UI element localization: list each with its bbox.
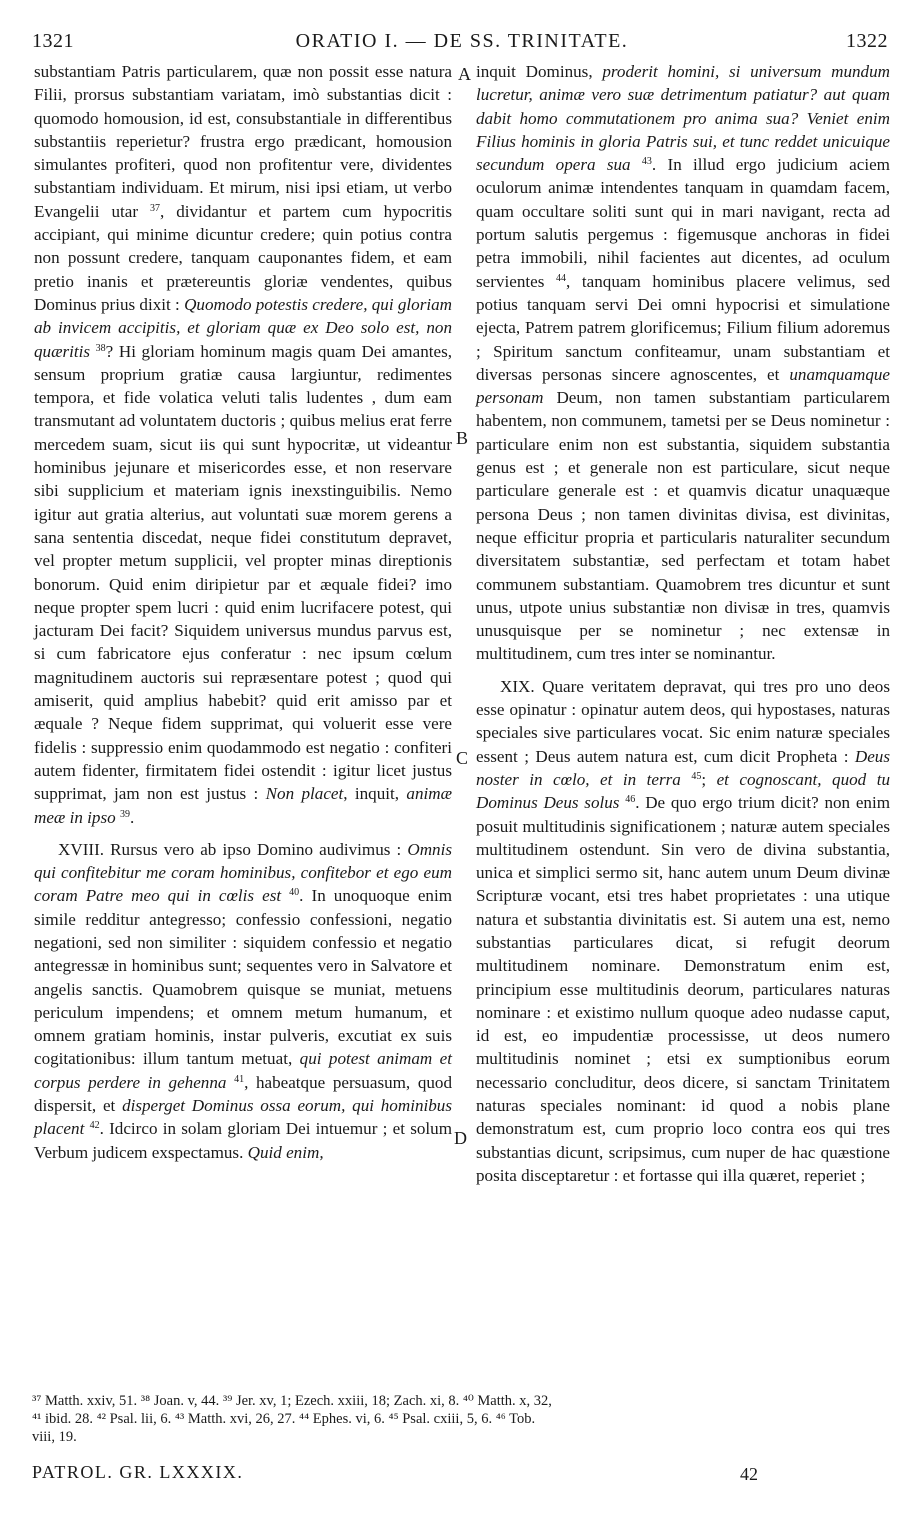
gathering-number: 42 — [740, 1464, 758, 1484]
text-run: . De quo ergo trium dicit? non enim posuit multitudinis significationem ; naturæ autem speciales multitudinem ostendunt. Sin vero de divina substantia, unica et simplici sermo sit, hanc autem unum Deum divinæ Scripturæ vocant, etsi tres habet proprietates : una utique natura et substantia divinitatis est. Si autem una est, nemo substantias particulares dicat, si refugit deorum multitudinem nominare. Demonstratum enim est, principium esse multitudinis deorum, particulares naturas nominare : et existimo nullum quoque adeo nudasse caput, id est, eo impudentiæ processisse, ut deos numero multitudinis nominet ; etsi ex sumptionibus eorum necessario concluditur, deos dicere, si sanctam Trinitatem naturas speciales nominant: id quod a nobis plane demonstratum est, cum proprio loco contra eos qui tres substantias dicunt, scripsimus, cum nuper de hac quæstione posita disceptaretur : et fortasse qui illa quæret, reperiet ; — [476, 793, 890, 1185]
section-number: XIX. — [500, 676, 535, 696]
column-number-left: 1321 — [32, 30, 74, 52]
quotation: animæ meæ in ipso — [34, 784, 452, 827]
footnotes — [32, 1392, 892, 1446]
running-title: ORATIO I. — DE SS. TRINITATE. — [295, 30, 629, 52]
quotation: et cognoscant, quod tu Dominus Deus solus — [476, 769, 891, 813]
text-run: ? Hi gloriam hominum magis quam Dei amantes, sensum proprium gratiæ causa largiuntur, redimentes tempora, et fide volatica veluti talis ludentes , dum eam transmutant ad voluntatem ductoris ; quibus melius erat ferre mercedem suam, sicut iis qui sunt hypocritæ, ut videantur hominibus jejunare et misericordes esse, et non reservare sibi supplicium et materiam ignis inexstinguibilis. Nemo igitur aut gratia alterius, aut voluntati suæ morem gerens a sana sententia discedat, neque fidei constitutum depravet, vel propter metum supplicii, vel propter minas direptionis bonorum. Quid enim diripietur par et æquale fidei? imo neque propter spem lucri : quid enim lucrifacere potest, qui jacturam Dei facit? Siquidem universus mundus parvus est, si cum fabricatore ejus conferatur : nec ipsum cœlum magnitudinem auctoris sui repræsentare potest ; quod qui amiserit, quid amplius habebit? quid erit amisso par et æquale ? Neque fidem supprimat, qui voluerit esse vere fidelis : suppressio enim quodammodo est negatio : confiteri autem fidenter, firmitatem fidei ostendit : igitur licet justus supprimat, jam non est justus : — [34, 341, 453, 804]
right-column — [476, 60, 890, 1187]
footnote-ref: 40 — [289, 887, 300, 899]
quotation: Omnis qui confitebitur me coram hominibus, confitebor et ego eum coram Patre meo qui in cœlis est — [34, 839, 452, 906]
text-run: ; — [701, 769, 717, 789]
text-run: Deum, non tamen substantiam particularem habentem, non communem, tametsi per se Deus nominetur : particulare enim non est substantia, siquidem substantia genus est ; et generale non est particulare, sicut neque particulare generale est : et quamvis dicatur unaquæque persona Deus ; non tamen divinitas divisa, est divinitas, neque efficitur propria et particularis naturaliter secundum diversitatem substantiæ, sed perfectam et totam habet communem substantiam. Quamobrem tres dicuntur et sunt unus, utpote unius substantiæ non divisæ in tres, quamvis unusquisque per se nominetur ; nec extensæ in multitudinem, cum tres inter se nominantur. — [476, 388, 890, 664]
quotation: unamquamque personam — [476, 364, 890, 408]
left-column — [34, 60, 452, 1164]
section-number: XVIII. — [58, 839, 105, 859]
quotation: Quid enim, — [247, 1142, 324, 1162]
section-paragraph — [476, 675, 890, 1188]
quotation: Quomodo potestis credere, qui gloriam ab invicem accipitis, et gloriam quæ ex Deo solo est, non quæritis — [34, 294, 452, 361]
text-run: . In illud ergo judicium aciem oculorum animæ intendentes tanquam in quamdam facem, quam occultare soliti sunt qui in mari navigant, recta ad portum salutis pergemus : figemusque anchoras in fidei petra immobili, nihil facientes aut dicentes, ad oculum servientes — [476, 155, 890, 291]
quotation: disperget Dominus ossa eorum, qui hominibus placent — [34, 1096, 452, 1139]
series-signature: PATROL. GR. LXXXIX. — [32, 1462, 244, 1482]
footnote-line: viii, 19. — [32, 1429, 77, 1445]
text-run: substantiam Patris particularem, quæ non possit esse natura Filii, prorsus substantiam variatam, imò substantias dicit : quomodo homousion, id est, consubstantiale in differentibus substantiis reperietur? frustra ergo prædicant, homousion simulantes profiteri, quod non profitentur vere, dividentes substantiam individuam. Et mirum, nisi ipsi etiam, ut verbo Evangelii utar — [34, 62, 452, 221]
text-run: Rursus vero ab ipso Domino audivimus : — [104, 839, 408, 859]
text-run: . In unoquoque enim simile redditur antegresso; confessio confessioni, negatio negationi, sed non similiter : siquidem confessio et negatio antegressæ in hominibus sunt; sequentes vero in Salvatore et angelis sanctis. Quamobrem quisque se muniat, metuens periculum impendens; et omnem metum humanum, et omnem gratiam hominis, instar pulveris, excutiat ex suis cogitationibus: illum tantum metuat, — [34, 886, 452, 1069]
footnote-line: ⁴¹ ibid. 28. ⁴² Psal. lii, 6. ⁴³ Matth. xvi, 26, 27. ⁴⁴ Ephes. vi, 6. ⁴⁵ Psal. cxiii, 5, 6. ⁴⁶ Tob. — [32, 1411, 536, 1427]
footnote-ref: 41 — [234, 1073, 245, 1085]
text-run: . Idcirco in solam gloriam Dei intuemur ; et solum Verbum judicem exspectamus. — [34, 1119, 452, 1162]
section-paragraph — [34, 838, 452, 1164]
text-run: . — [129, 807, 135, 827]
quotation: proderit homini, si universum mundum lucretur, animæ vero suæ detrimentum patiatur? aut quam dabit homo commutationem pro anima sua? Veniet enim Filius hominis in gloria Patris sui, et tunc reddet unicuique secundum opera sua — [476, 62, 890, 175]
footnote-ref: 37 — [150, 202, 161, 214]
text-run: , tanquam hominibus placere velimus, sed potius tanquam servi Dei omni hypocrisi et simulatione ejecta, Patrem patrem glorificemus; Filium filium adoremus ; Spiritum sanctum confiteamur, unam substantiam et diversas personas sincere agnoscentes, et — [476, 271, 890, 384]
footnote-ref: 39 — [119, 808, 130, 820]
paragraph — [476, 60, 890, 666]
quotation: Deus noster in cœlo, et in terra — [476, 746, 890, 789]
quotation: Non placet — [265, 784, 344, 804]
margin-letter-b: B — [456, 428, 469, 448]
text-run: , dividantur et partem cum hypocritis accipiant, qui minime dicuntur credere; quin potius contra non possunt credere, tanquam cauponantes fidem, et eam pretio inanis et prætereuntis gloriæ vendentes, quibus Dominus prius dixit : — [34, 201, 452, 314]
text-run: , habeatque persuasum, quod dispersit, et — [34, 1072, 453, 1116]
footnote-line: ³⁷ Matth. xxiv, 51. ³⁸ Joan. v, 44. ³⁹ Jer. xv, 1; Ezech. xxiii, 18; Zach. xi, 8. ⁴⁰ Matth. x, 32, — [32, 1393, 552, 1409]
quotation: qui potest animam et corpus perdere in gehenna — [34, 1049, 452, 1092]
text-run: inquit Dominus, — [476, 62, 603, 81]
footnote-ref: 38 — [95, 342, 106, 354]
paragraph — [34, 60, 452, 829]
margin-letter-a: A — [458, 64, 471, 84]
footnote-ref: 44 — [555, 272, 566, 284]
footnote-ref: 42 — [89, 1120, 100, 1132]
text-run: Quare veritatem depravat, qui tres pro uno deos esse opinatur : opinatur autem deos, qui hypostases, naturas speciales sive particulares vocat. Sic enim naturæ speciales essent ; Deus autem natura est, cum dicit Propheta : — [476, 676, 890, 766]
column-number-right: 1322 — [846, 30, 888, 52]
margin-letter-d: D — [454, 1128, 467, 1148]
margin-letter-c: C — [456, 748, 469, 768]
text-run: , inquit, — [343, 784, 407, 804]
footnote-ref: 43 — [641, 156, 652, 168]
footnote-ref: 45 — [691, 770, 702, 782]
footnote-ref: 46 — [625, 794, 636, 806]
